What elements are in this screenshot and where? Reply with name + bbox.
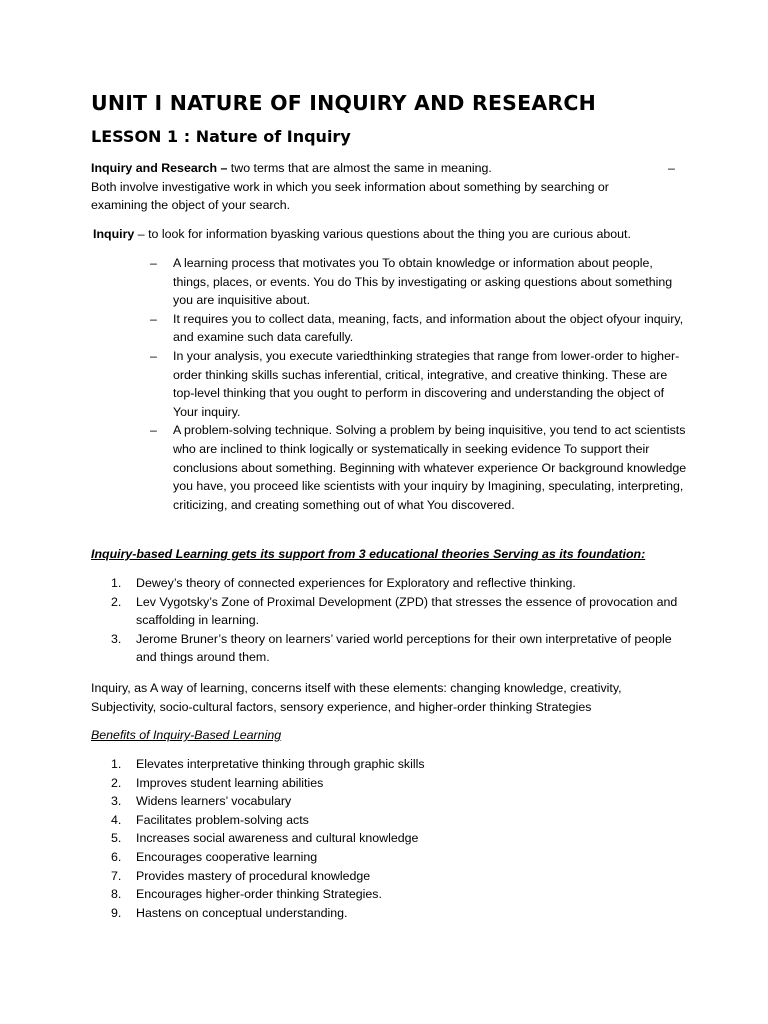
list-item-text: Provides mastery of procedural knowledge	[136, 868, 371, 883]
list-number: 9.	[111, 905, 122, 920]
list-item	[91, 774, 691, 793]
list-item-text: A learning process that motivates you To obtain knowledge or information about people, things, places, or events. You do This by investigating or asking questions about something you are inquisitive about.	[173, 256, 673, 308]
list-number: 4.	[111, 812, 122, 827]
intro-paragraph	[91, 159, 681, 215]
intro-trailing-dash: –	[668, 161, 675, 175]
intro-line-1	[91, 161, 492, 175]
list-item	[91, 630, 691, 667]
list-item-text: It requires you to collect data, meaning, facts, and information about the object ofyour inquiry, and examine such data carefully.	[173, 311, 684, 345]
list-item-text: A problem-solving technique. Solving a problem by being inquisitive, you tend to act scientists who are inclined to think logically or systematically in seeking evidence To support their conclusions about something. Beginning with whatever experience Or background knowledge you have, you proceed like scientists with your inquiry by Imagining, speculating, interpreting, criticizing, and creating something out of what You discovered.	[173, 423, 687, 512]
list-item	[91, 792, 691, 811]
list-item	[91, 904, 691, 923]
list-item	[91, 829, 691, 848]
theories-list	[91, 574, 691, 667]
unit-title: UNIT I NATURE OF INQUIRY AND RESEARCH	[91, 91, 596, 115]
list-item-text: Encourages cooperative learning	[136, 849, 318, 864]
elements-line-2: Subjectivity, socio-cultural factors, sensory experience, and higher-order thinking Strategies	[91, 699, 592, 714]
list-item-text: Facilitates problem-solving acts	[136, 812, 309, 827]
intro-line-2: Both involve investigative work in which you seek information about something by searching or	[91, 179, 609, 194]
list-item	[91, 421, 691, 514]
list-item	[91, 811, 691, 830]
dash-marker: –	[150, 348, 157, 363]
list-item	[91, 310, 691, 347]
list-number: 3.	[111, 794, 122, 809]
dash-marker: –	[150, 256, 157, 270]
list-item-text: Increases social awareness and cultural knowledge	[136, 831, 419, 846]
intro-definition: two terms that are almost the same in meaning.	[227, 161, 492, 175]
theories-heading: Inquiry-based Learning gets its support from 3 educational theories Serving as its foundation:	[91, 547, 646, 561]
list-number: 2.	[111, 775, 122, 790]
list-item	[91, 254, 691, 310]
list-number: 1.	[111, 757, 122, 771]
list-item-text: Elevates interpretative thinking through graphic skills	[136, 757, 425, 771]
benefits-list	[91, 755, 691, 922]
inquiry-definition-text: – to look for information byasking various questions about the thing you are curious about.	[134, 227, 631, 241]
list-item-text: Lev Vygotsky’s Zone of Proximal Development (ZPD) that stresses the essence of provocation and scaffolding in learning.	[136, 594, 678, 628]
intro-term: Inquiry and Research –	[91, 161, 228, 175]
dash-marker: –	[150, 423, 157, 438]
list-number: 1.	[111, 576, 122, 590]
list-number: 3.	[111, 631, 122, 646]
list-item-text: Encourages higher-order thinking Strategies.	[136, 887, 382, 902]
list-item	[91, 755, 691, 774]
intro-line-3: examining the object of your search.	[91, 198, 291, 213]
inquiry-term: Inquiry	[93, 227, 135, 241]
inquiry-definition	[93, 225, 683, 244]
list-item-text: Widens learners’ vocabulary	[136, 794, 292, 809]
list-number: 7.	[111, 868, 122, 883]
list-item-text: Hastens on conceptual understanding.	[136, 905, 348, 920]
inquiry-characteristics-list	[91, 254, 691, 514]
list-number: 5.	[111, 831, 122, 846]
elements-paragraph	[91, 679, 681, 716]
list-item-text: Improves student learning abilities	[136, 775, 324, 790]
list-number: 8.	[111, 887, 122, 902]
list-item	[91, 593, 691, 630]
list-item	[91, 574, 691, 593]
dash-marker: –	[150, 311, 157, 326]
list-item-text: Dewey’s theory of connected experiences for Exploratory and reflective thinking.	[136, 576, 576, 590]
list-item	[91, 867, 691, 886]
list-item	[91, 347, 691, 421]
list-number: 2.	[111, 594, 122, 609]
list-item	[91, 885, 691, 904]
list-item-text: Jerome Bruner’s theory on learners’ varied world perceptions for their own interpretative of people and things around them.	[136, 631, 672, 665]
list-item-text: In your analysis, you execute variedthinking strategies that range from lower-order to higher-order thinking skills suchas inferential, critical, integrative, and creative thinking. These are top-level thinking that you ought to perform in discovering and understanding the object of Your inquiry.	[173, 348, 680, 419]
list-item	[91, 848, 691, 867]
lesson-title: LESSON 1 : Nature of Inquiry	[91, 127, 351, 146]
elements-line-1: Inquiry, as A way of learning, concerns itself with these elements: changing knowledge, creativity,	[91, 681, 622, 695]
benefits-heading: Benefits of Inquiry-Based Learning	[91, 728, 282, 742]
list-number: 6.	[111, 849, 122, 864]
